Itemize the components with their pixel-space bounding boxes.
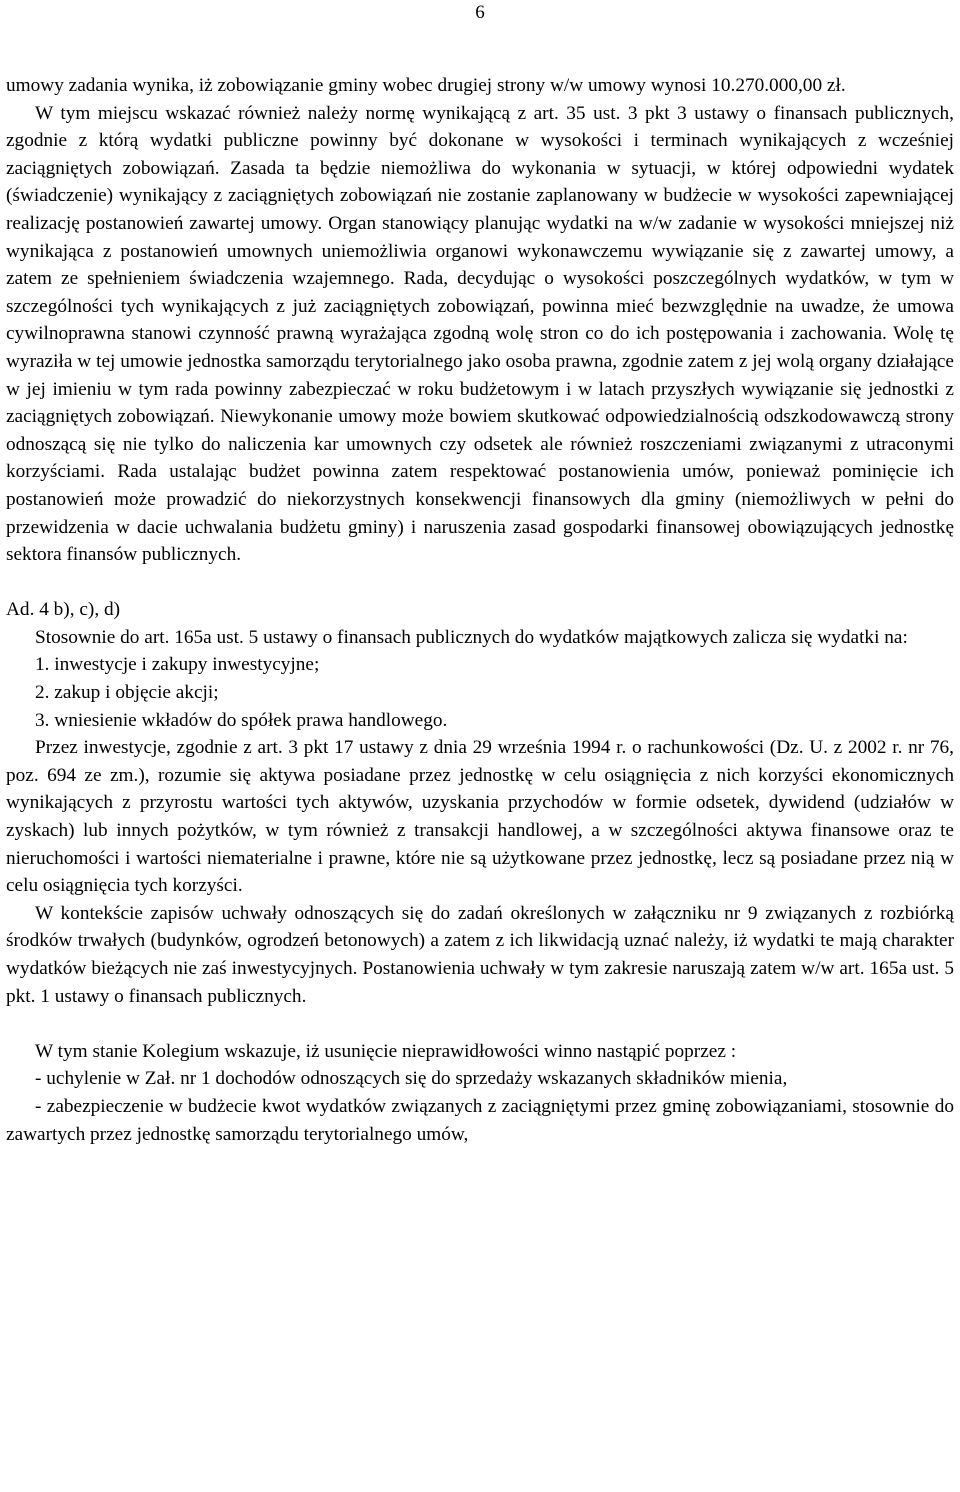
paragraph-legal-analysis: W tym miejscu wskazać również należy normę wynikającą z art. 35 ust. 3 pkt 3 ustawy o finansach publicznych, zgodnie z którą wydatki publiczne powinny być dokonane w wysokości i terminach wynikających z wcześniej zaciągniętych zobowiązań. Zasada ta będzie niemożliwa do wykonania w sytuacji, w której odpowiedni wydatek (świadczenie) wynikający z zaciągniętych zobowiązań nie zostanie zaplanowany w budżecie w wysokości zapewniającej realizację postanowień zawartej umowy. Organ stanowiący planując wydatki na w/w zadanie w wysokości mniejszej niż wynikająca z postanowień umownych uniemożliwia organowi wykonawczemu wywiązanie się z zawartej umowy, a zatem ze spełnieniem świadczenia wzajemnego. Rada, decydując o wysokości poszczególnych wydatków, w tym w szczególności tych wynikających z już zaciągniętych zobowiązań, powinna mieć bezwzględnie na uwadze, że umowa cywilnoprawna stanowi czynność prawną wyrażająca zgodną wolę stron co do ich postępowania i zachowania. Wolę tę wyraziła w tej umowie jednostka samorządu terytorialnego jako osoba prawna, zgodnie zatem z jej wolą organy działające w jej imieniu w tym rada powinny zabezpieczać w roku budżetowym i w latach przyszłych wywiązanie się jednostki z zaciągniętych zobowiązań. Niewykonanie umowy może bowiem skutkować odpowiedzialnością odszkodowawczą strony odnoszącą się nie tylko do naliczenia kar umownych czy odsetek ale również roszczeniami związanymi z utraconymi korzyściami. Rada ustalając budżet powinna zatem respektować postanowienia umów, ponieważ pominięcie ich postanowień może prowadzić do niekorzystnych konsekwencji finansowych dla gminy (niemożliwych w pełni do przewidzenia w dacie uchwalania budżetu gminy) i naruszenia zasad gospodarki finansowej obowiązujących jednostkę sektora finansów publicznych. xyxy=(6,102,954,566)
paragraph-college-recommendation: W tym stanie Kolegium wskazuje, iż usunięcie nieprawidłowości winno nastąpić poprzez : xyxy=(35,1040,737,1062)
document-body xyxy=(6,72,954,1148)
section-heading-ad4: Ad. 4 b), c), d) xyxy=(6,599,121,621)
paragraph-remedy-1: - uchylenie w Zał. nr 1 dochodów odnoszących się do sprzedaży wskazanych składników mienia, xyxy=(35,1068,788,1090)
paragraph-investments-definition: Przez inwestycje, zgodnie z art. 3 pkt 17 ustawy z dnia 29 września 1994 r. o rachunkowości (Dz. U. z 2002 r. nr 76, poz. 694 ze zm.), rozumie się aktywa posiadane przez jednostkę w celu osiągnięcia z nich korzyści ekonomicznych wynikających z przyrostu wartości tych aktywów, uzyskania przychodów w formie odsetek, dywidend (udziałów w zyskach) lub innych pożytków, w tym również z transakcji handlowej, a w szczególności aktywa finansowe oraz te nieruchomości i wartości niematerialne i prawne, które nie są użytkowane przez jednostkę, lecz są posiadane przez nią w celu osiągnięcia tych korzyści. xyxy=(6,737,954,897)
paragraph-capital-expenditure: Stosownie do art. 165a ust. 5 ustawy o finansach publicznych do wydatków majątkowych zalicza się wydatki na: xyxy=(35,626,908,648)
page-number: 6 xyxy=(475,2,485,23)
spacer xyxy=(6,1010,954,1038)
list-item: 1. inwestycje i zakupy inwestycyjne; xyxy=(35,654,320,676)
paragraph-demolition-expenses: W kontekście zapisów uchwały odnoszących się do zadań określonych w załączniku nr 9 związanych z rozbiórką środków trwałych (budynków, ogrodzeń betonowych) a zatem z ich likwidacją uznać należy, iż wydatki te mają charakter wydatków bieżących nie zaś inwestycyjnych. Postanowienia uchwały w tym zakresie naruszają zatem w/w art. 165a ust. 5 pkt. 1 ustawy o finansach publicznych. xyxy=(6,902,954,1007)
list-item: 3. wniesienie wkładów do spółek prawa handlowego. xyxy=(35,709,448,731)
list-item: 2. zakup i objęcie akcji; xyxy=(35,682,219,704)
paragraph-remedy-2: - zabezpieczenie w budżecie kwot wydatków związanych z zaciągniętymi przez gminę zobowiązaniami, stosownie do zawartych przez jednostkę samorządu terytorialnego umów, xyxy=(6,1095,954,1145)
spacer xyxy=(6,569,954,597)
paragraph-debt-amount: umowy zadania wynika, iż zobowiązanie gminy wobec drugiej strony w/w umowy wynosi 10.270.000,00 zł. xyxy=(6,75,846,96)
